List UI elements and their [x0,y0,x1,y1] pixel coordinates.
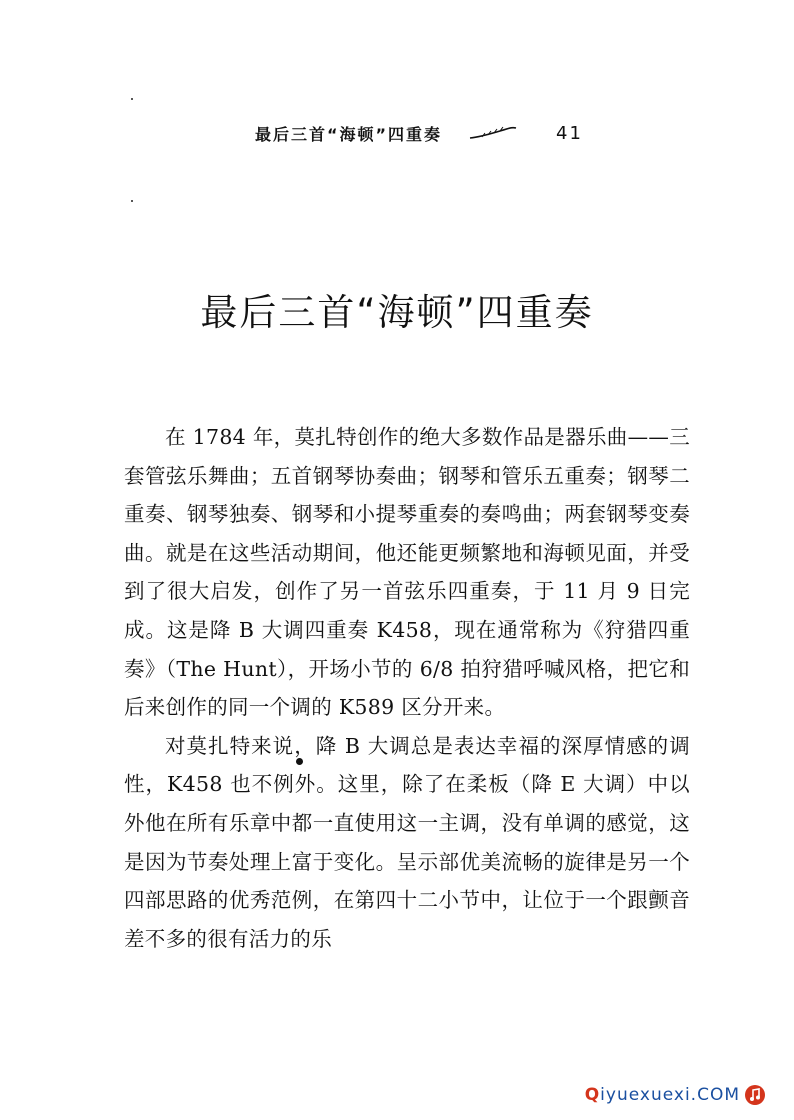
scan-speck [131,200,133,202]
watermark-initial: Q [584,1085,601,1105]
site-watermark [585,1084,766,1106]
paragraph: 在 1784 年，莫扎特创作的绝大多数作品是器乐曲——三套管弦乐舞曲；五首钢琴协奏曲；钢琴和管乐五重奏；钢琴二重奏、钢琴独奏、钢琴和小提琴重奏的奏鸣曲；两套钢琴变奏曲。就是在这些活动期间，他还能更频繁地和海顿见面，并受到了很大启发，创作了另一首弦乐四重奏，于 11 月 9 日完成。这是降 B 大调四重奏 K458，现在通常称为《狩猎四重奏》（The Hunt），开场小节的 6/8 拍狩猎呼喊风格，把它和后来创作的同一个调的 K589 区分开来。 [124,425,690,720]
scan-speck [131,98,133,100]
body-text [124,418,690,958]
running-title: 最后三首“海顿”四重奏 [255,124,443,144]
running-header [255,118,675,148]
ink-blot [296,758,303,765]
page-number: 41 [556,122,583,144]
chapter-title: 最后三首“海顿”四重奏 [200,291,594,334]
paragraph: 对莫扎特来说，降 B 大调总是表达幸福的深厚情感的调性，K458 也不例外。这里，除了在柔板（降 E 大调）中以外他在所有乐章中都一直使用这一主调，没有单调的感觉，这是因为节奏处理上富于变化。呈示部优美流畅的旋律是另一个四部思路的优秀范例，在第四十二小节中，让位于一个跟颤音差不多的很有活力的乐 [124,733,690,951]
ornament-flourish-icon [468,125,518,141]
music-note-icon [744,1084,766,1106]
watermark-text: iyuexuexi.COM [600,1085,740,1105]
